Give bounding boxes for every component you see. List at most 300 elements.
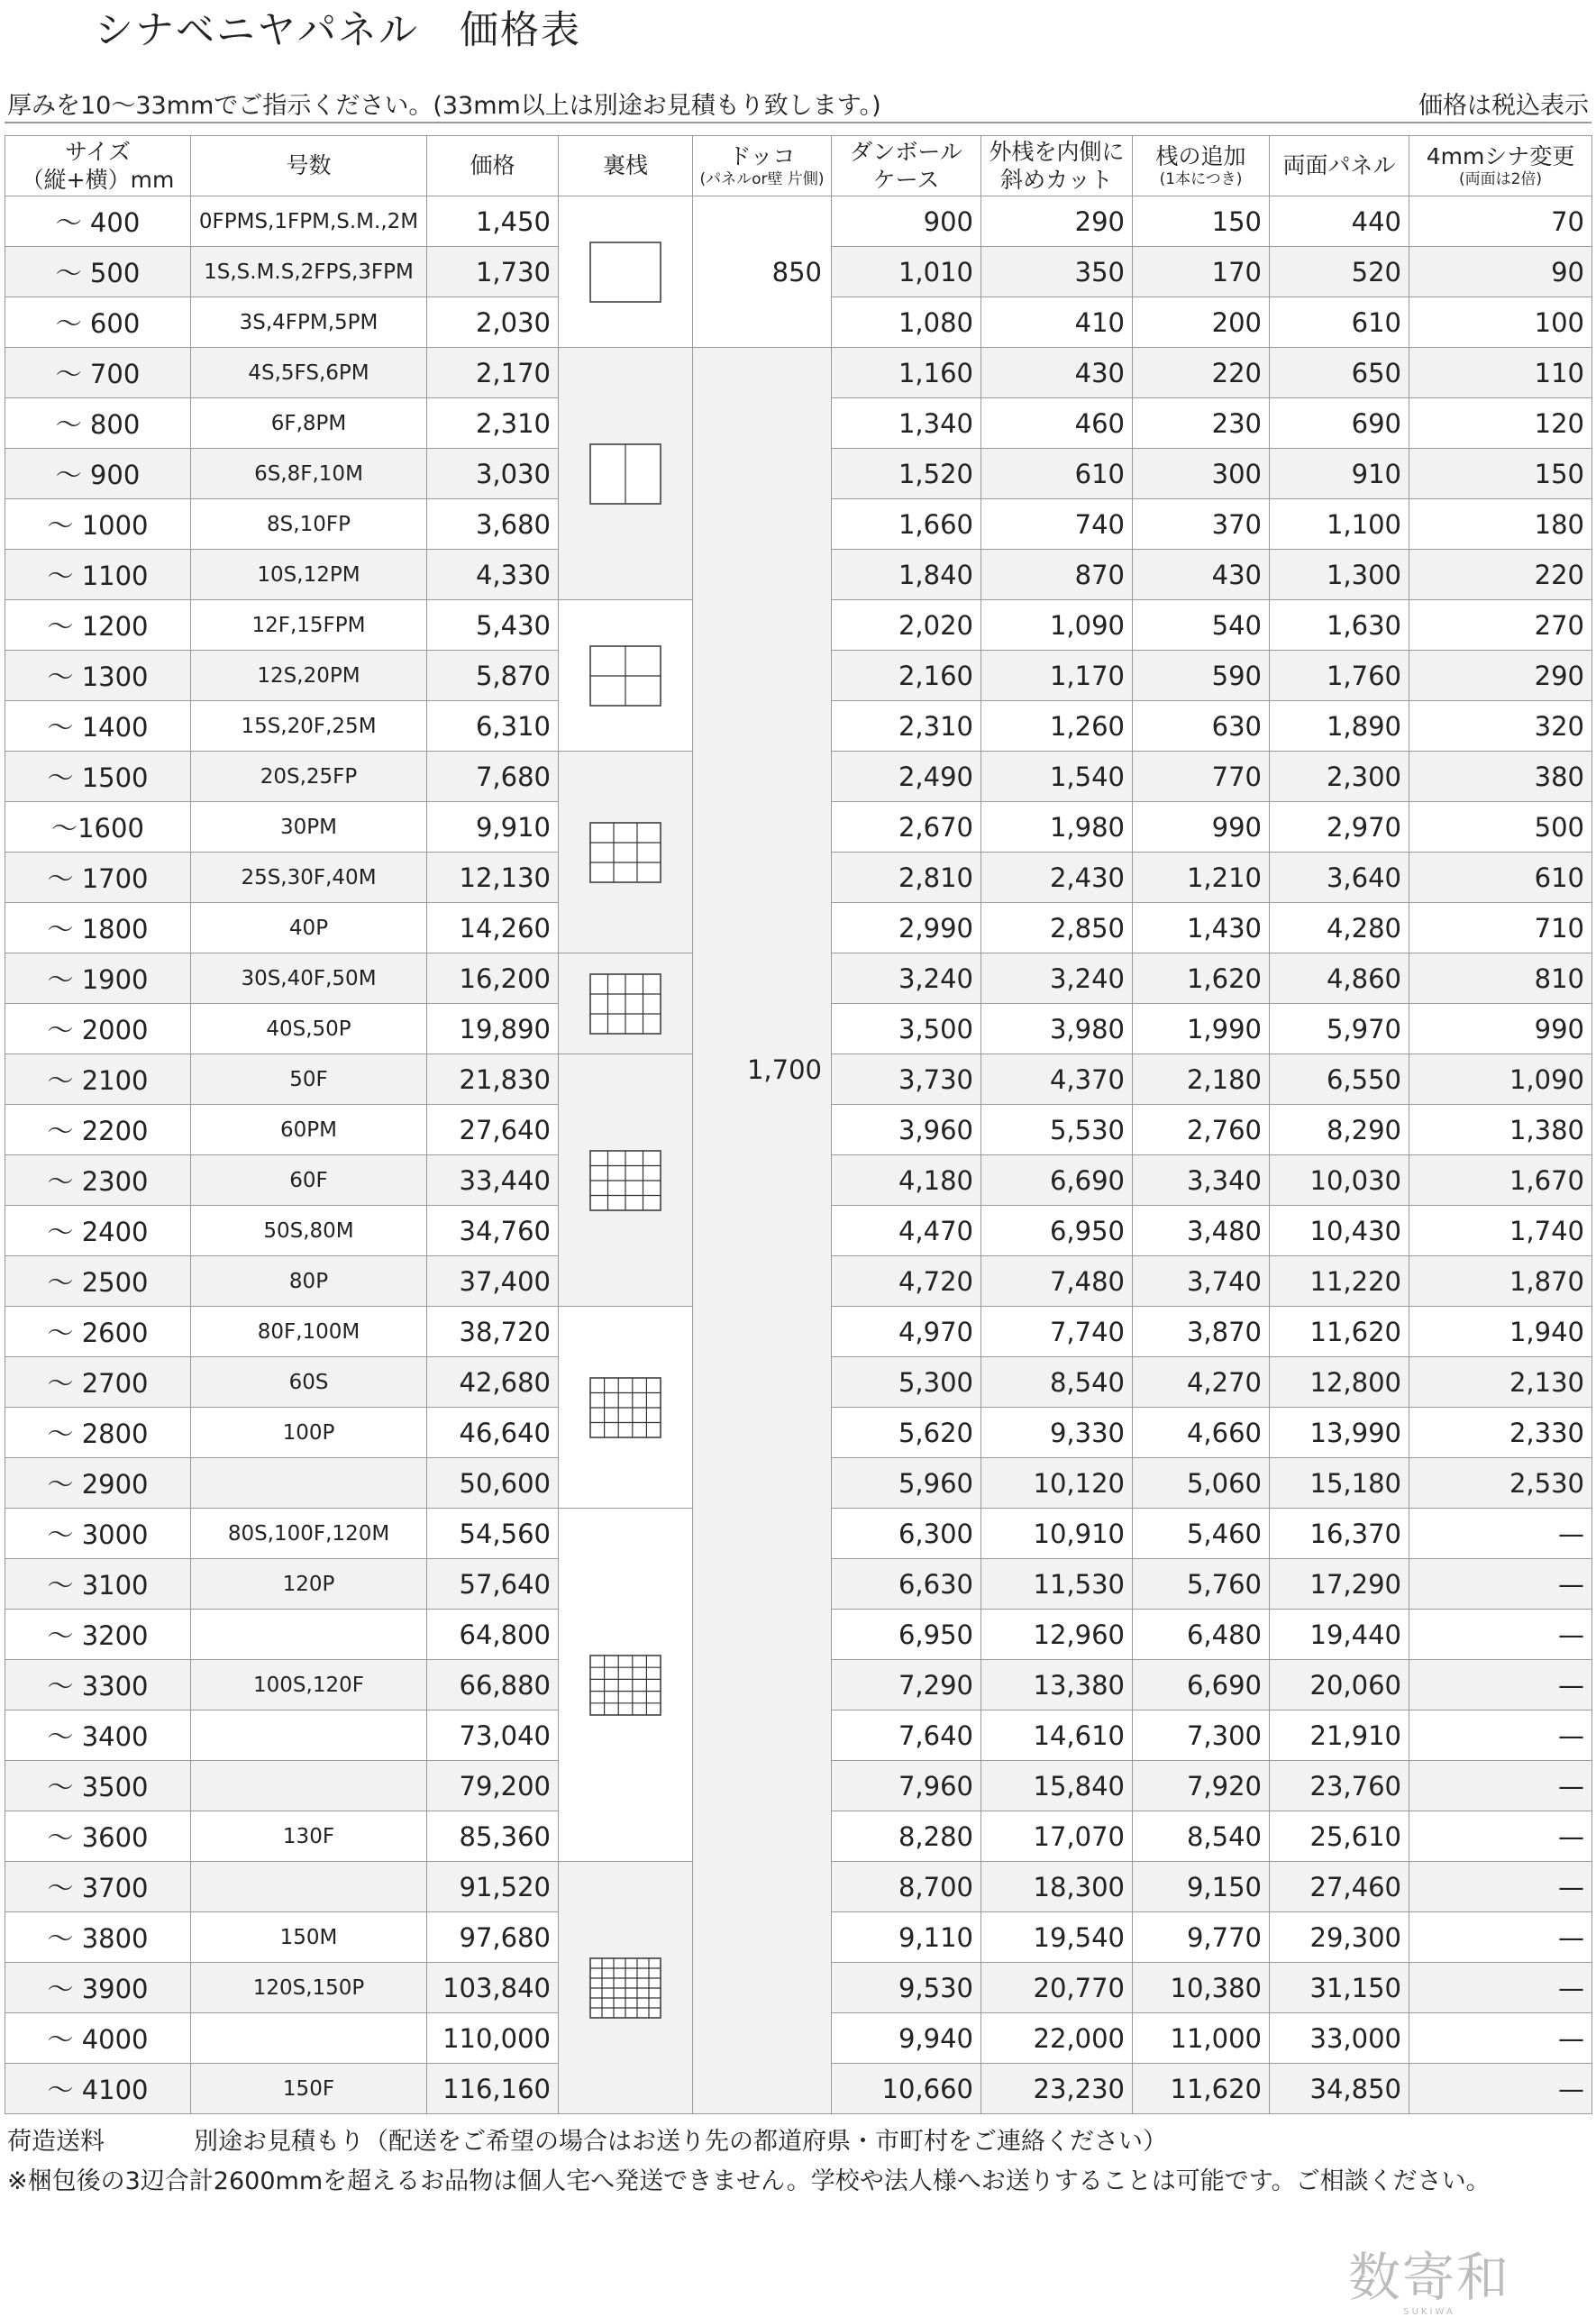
cell-bevel: 350 xyxy=(981,247,1133,297)
cell-size: 〜 2000 xyxy=(5,1004,191,1054)
cell-bevel: 23,230 xyxy=(981,2064,1133,2114)
cell-bevel: 14,610 xyxy=(981,1710,1133,1761)
frame-2x2-icon xyxy=(559,600,693,752)
cell-size: 〜 3000 xyxy=(5,1509,191,1559)
header-bevel: 外桟を内側に 斜めカット xyxy=(981,136,1133,196)
cell-model xyxy=(191,1862,427,1912)
price-table xyxy=(5,135,1592,2114)
cell-model: 20S,25FP xyxy=(191,752,427,802)
cell-add: 6,690 xyxy=(1133,1660,1270,1710)
cell-size: 〜 900 xyxy=(5,449,191,499)
cell-double: 3,640 xyxy=(1270,853,1409,903)
cell-shina: 500 xyxy=(1409,802,1592,853)
cell-price: 27,640 xyxy=(427,1105,559,1155)
header-dokko: ドッコ (パネルor壁 片側) xyxy=(693,136,832,196)
cell-price: 91,520 xyxy=(427,1862,559,1912)
cell-box: 4,180 xyxy=(832,1155,981,1206)
header-model: 号数 xyxy=(191,136,427,196)
cell-price: 42,680 xyxy=(427,1357,559,1408)
cell-bevel: 7,740 xyxy=(981,1307,1133,1357)
logo-sub: SUKIWA xyxy=(1403,2307,1455,2317)
header-double: 両面パネル xyxy=(1270,136,1409,196)
cell-size: 〜 1500 xyxy=(5,752,191,802)
frame-5x4-icon xyxy=(559,1307,693,1509)
cell-price: 21,830 xyxy=(427,1054,559,1105)
cell-bevel: 2,850 xyxy=(981,903,1133,953)
cell-bevel: 13,380 xyxy=(981,1660,1133,1710)
cell-box: 9,110 xyxy=(832,1912,981,1963)
cell-box: 2,160 xyxy=(832,651,981,701)
cell-double: 1,300 xyxy=(1270,550,1409,600)
cell-box: 1,160 xyxy=(832,348,981,398)
cell-add: 5,460 xyxy=(1133,1509,1270,1559)
cell-bevel: 740 xyxy=(981,499,1133,550)
cell-shina: 220 xyxy=(1409,550,1592,600)
cell-bevel: 17,070 xyxy=(981,1811,1133,1862)
cell-shina: — xyxy=(1409,1761,1592,1811)
cell-shina: 70 xyxy=(1409,196,1592,247)
cell-price: 16,200 xyxy=(427,953,559,1004)
cell-box: 4,720 xyxy=(832,1256,981,1307)
cell-model: 12S,20PM xyxy=(191,651,427,701)
cell-box: 3,960 xyxy=(832,1105,981,1155)
cell-bevel: 1,540 xyxy=(981,752,1133,802)
cell-model xyxy=(191,1761,427,1811)
cell-add: 8,540 xyxy=(1133,1811,1270,1862)
cell-dokko: 1,700 xyxy=(693,348,832,2114)
cell-bevel: 1,090 xyxy=(981,600,1133,651)
cell-box: 6,630 xyxy=(832,1559,981,1610)
cell-box: 1,080 xyxy=(832,297,981,348)
cell-box: 10,660 xyxy=(832,2064,981,2114)
cell-model: 3S,4FPM,5PM xyxy=(191,297,427,348)
cell-add: 3,740 xyxy=(1133,1256,1270,1307)
cell-box: 6,300 xyxy=(832,1509,981,1559)
cell-bevel: 6,950 xyxy=(981,1206,1133,1256)
cell-size: 〜 2700 xyxy=(5,1357,191,1408)
cell-box: 7,640 xyxy=(832,1710,981,1761)
cell-size: 〜 4000 xyxy=(5,2013,191,2064)
cell-bevel: 22,000 xyxy=(981,2013,1133,2064)
cell-box: 2,670 xyxy=(832,802,981,853)
cell-shina: 180 xyxy=(1409,499,1592,550)
cell-size: 〜 3800 xyxy=(5,1912,191,1963)
cell-box: 9,530 xyxy=(832,1963,981,2013)
header-crosspiece: 裏桟 xyxy=(559,136,693,196)
cell-bevel: 1,170 xyxy=(981,651,1133,701)
cell-double: 15,180 xyxy=(1270,1458,1409,1509)
cell-model: 100P xyxy=(191,1408,427,1458)
cell-box: 4,970 xyxy=(832,1307,981,1357)
cell-price: 54,560 xyxy=(427,1509,559,1559)
cell-double: 29,300 xyxy=(1270,1912,1409,1963)
cell-model: 130F xyxy=(191,1811,427,1862)
cell-add: 4,270 xyxy=(1133,1357,1270,1408)
cell-model: 12F,15FPM xyxy=(191,600,427,651)
cell-size: 〜 600 xyxy=(5,297,191,348)
cell-price: 3,030 xyxy=(427,449,559,499)
cell-bevel: 19,540 xyxy=(981,1912,1133,1963)
cell-model: 30PM xyxy=(191,802,427,853)
cell-price: 38,720 xyxy=(427,1307,559,1357)
cell-model: 4S,5FS,6PM xyxy=(191,348,427,398)
cell-bevel: 870 xyxy=(981,550,1133,600)
cell-size: 〜 2600 xyxy=(5,1307,191,1357)
cell-price: 66,880 xyxy=(427,1660,559,1710)
cell-bevel: 5,530 xyxy=(981,1105,1133,1155)
cell-bevel: 610 xyxy=(981,449,1133,499)
cell-model: 15S,20F,25M xyxy=(191,701,427,752)
cell-box: 3,500 xyxy=(832,1004,981,1054)
cell-price: 46,640 xyxy=(427,1408,559,1458)
cell-add: 230 xyxy=(1133,398,1270,449)
cell-shina: 290 xyxy=(1409,651,1592,701)
cell-add: 150 xyxy=(1133,196,1270,247)
cell-shina: 90 xyxy=(1409,247,1592,297)
cell-double: 1,100 xyxy=(1270,499,1409,550)
cell-price: 33,440 xyxy=(427,1155,559,1206)
cell-double: 11,220 xyxy=(1270,1256,1409,1307)
cell-price: 110,000 xyxy=(427,2013,559,2064)
cell-model xyxy=(191,1710,427,1761)
cell-box: 2,020 xyxy=(832,600,981,651)
cell-shina: 320 xyxy=(1409,701,1592,752)
cell-bevel: 15,840 xyxy=(981,1761,1133,1811)
cell-size: 〜 3700 xyxy=(5,1862,191,1912)
cell-double: 12,800 xyxy=(1270,1357,1409,1408)
cell-model: 8S,10FP xyxy=(191,499,427,550)
cell-bevel: 1,260 xyxy=(981,701,1133,752)
shipping-note xyxy=(7,2121,1167,2157)
thickness-note: 厚みを10〜33mmでご指示ください。(33mm以上は別途お見積もり致します。) xyxy=(7,92,881,120)
cell-size: 〜 4100 xyxy=(5,2064,191,2114)
cell-add: 2,180 xyxy=(1133,1054,1270,1105)
tax-note: 価格は税込表示 xyxy=(1418,92,1589,120)
cell-double: 23,760 xyxy=(1270,1761,1409,1811)
cell-bevel: 12,960 xyxy=(981,1610,1133,1660)
cell-add: 5,760 xyxy=(1133,1559,1270,1610)
cell-size: 〜 500 xyxy=(5,247,191,297)
cell-model: 50F xyxy=(191,1054,427,1105)
cell-model: 80P xyxy=(191,1256,427,1307)
header-box: ダンボール ケース xyxy=(832,136,981,196)
cell-price: 103,840 xyxy=(427,1963,559,2013)
cell-add: 11,000 xyxy=(1133,2013,1270,2064)
cell-shina: — xyxy=(1409,1710,1592,1761)
cell-bevel: 290 xyxy=(981,196,1133,247)
cell-model: 100S,120F xyxy=(191,1660,427,1710)
cell-model: 1S,S.M.S,2FPS,3FPM xyxy=(191,247,427,297)
cell-double: 1,760 xyxy=(1270,651,1409,701)
cell-add: 6,480 xyxy=(1133,1610,1270,1660)
cell-box: 1,660 xyxy=(832,499,981,550)
cell-price: 2,030 xyxy=(427,297,559,348)
cell-shina: — xyxy=(1409,1660,1592,1710)
cell-size: 〜 3200 xyxy=(5,1610,191,1660)
cell-add: 2,760 xyxy=(1133,1105,1270,1155)
cell-double: 2,300 xyxy=(1270,752,1409,802)
cell-shina: 810 xyxy=(1409,953,1592,1004)
frame-2col-icon xyxy=(559,348,693,600)
cell-model: 60S xyxy=(191,1357,427,1408)
cell-bevel: 4,370 xyxy=(981,1054,1133,1105)
shipping-text: 別途お見積もり（配送をご希望の場合はお送り先の都道府県・市町村をご連絡ください） xyxy=(194,2128,1167,2156)
cell-price: 3,680 xyxy=(427,499,559,550)
cell-shina: 120 xyxy=(1409,398,1592,449)
cell-model xyxy=(191,2013,427,2064)
cell-size: 〜 1400 xyxy=(5,701,191,752)
cell-double: 650 xyxy=(1270,348,1409,398)
cell-box: 3,730 xyxy=(832,1054,981,1105)
cell-double: 27,460 xyxy=(1270,1862,1409,1912)
cell-shina: 270 xyxy=(1409,600,1592,651)
cell-size: 〜 1000 xyxy=(5,499,191,550)
sukiwa-logo xyxy=(1348,2235,1510,2317)
cell-size: 〜 3500 xyxy=(5,1761,191,1811)
cell-size: 〜 1200 xyxy=(5,600,191,651)
cell-price: 97,680 xyxy=(427,1912,559,1963)
cell-add: 170 xyxy=(1133,247,1270,297)
frame-3x3-icon xyxy=(559,752,693,953)
cell-box: 2,310 xyxy=(832,701,981,752)
cell-add: 1,620 xyxy=(1133,953,1270,1004)
cell-shina: — xyxy=(1409,1963,1592,2013)
cell-box: 1,840 xyxy=(832,550,981,600)
cell-box: 2,810 xyxy=(832,853,981,903)
header-shina: 4mmシナ変更 (両面は2倍) xyxy=(1409,136,1592,196)
cell-model: 150F xyxy=(191,2064,427,2114)
cell-add: 300 xyxy=(1133,449,1270,499)
cell-bevel: 6,690 xyxy=(981,1155,1133,1206)
cell-size: 〜 1900 xyxy=(5,953,191,1004)
cell-shina: 990 xyxy=(1409,1004,1592,1054)
cell-add: 1,430 xyxy=(1133,903,1270,953)
cell-size: 〜 1300 xyxy=(5,651,191,701)
divider xyxy=(5,122,1591,123)
cell-price: 14,260 xyxy=(427,903,559,953)
cell-add: 7,300 xyxy=(1133,1710,1270,1761)
cell-double: 16,370 xyxy=(1270,1509,1409,1559)
cell-double: 1,890 xyxy=(1270,701,1409,752)
frame-6x6-icon xyxy=(559,1862,693,2114)
cell-bevel: 3,980 xyxy=(981,1004,1133,1054)
cell-dokko: 850 xyxy=(693,196,832,348)
cell-price: 50,600 xyxy=(427,1458,559,1509)
cell-price: 1,450 xyxy=(427,196,559,247)
cell-model xyxy=(191,1458,427,1509)
frame-4x4-icon xyxy=(559,1054,693,1307)
cell-bevel: 20,770 xyxy=(981,1963,1133,2013)
cell-size: 〜 2400 xyxy=(5,1206,191,1256)
cell-model: 150M xyxy=(191,1912,427,1963)
cell-add: 990 xyxy=(1133,802,1270,853)
cell-shina: 1,870 xyxy=(1409,1256,1592,1307)
cell-shina: — xyxy=(1409,1509,1592,1559)
cell-model: 40S,50P xyxy=(191,1004,427,1054)
cell-size: 〜 800 xyxy=(5,398,191,449)
cell-add: 11,620 xyxy=(1133,2064,1270,2114)
cell-model: 30S,40F,50M xyxy=(191,953,427,1004)
header-size: サイズ （縦+横）mm xyxy=(5,136,191,196)
cell-box: 4,470 xyxy=(832,1206,981,1256)
cell-box: 9,940 xyxy=(832,2013,981,2064)
cell-model: 6F,8PM xyxy=(191,398,427,449)
cell-price: 5,870 xyxy=(427,651,559,701)
cell-size: 〜 2900 xyxy=(5,1458,191,1509)
cell-size: 〜 1700 xyxy=(5,853,191,903)
cell-add: 9,770 xyxy=(1133,1912,1270,1963)
cell-double: 4,860 xyxy=(1270,953,1409,1004)
cell-size: 〜1600 xyxy=(5,802,191,853)
cell-bevel: 7,480 xyxy=(981,1256,1133,1307)
cell-add: 3,480 xyxy=(1133,1206,1270,1256)
cell-shina: 100 xyxy=(1409,297,1592,348)
table-row xyxy=(5,348,1592,398)
cell-double: 10,430 xyxy=(1270,1206,1409,1256)
cell-price: 79,200 xyxy=(427,1761,559,1811)
cell-box: 5,960 xyxy=(832,1458,981,1509)
cell-shina: 2,330 xyxy=(1409,1408,1592,1458)
cell-shina: — xyxy=(1409,1811,1592,1862)
cell-double: 10,030 xyxy=(1270,1155,1409,1206)
cell-bevel: 11,530 xyxy=(981,1559,1133,1610)
cell-add: 430 xyxy=(1133,550,1270,600)
cell-double: 910 xyxy=(1270,449,1409,499)
cell-box: 7,960 xyxy=(832,1761,981,1811)
cell-box: 900 xyxy=(832,196,981,247)
cell-bevel: 410 xyxy=(981,297,1133,348)
cell-bevel: 3,240 xyxy=(981,953,1133,1004)
cell-double: 6,550 xyxy=(1270,1054,1409,1105)
cell-price: 1,730 xyxy=(427,247,559,297)
cell-add: 200 xyxy=(1133,297,1270,348)
cell-price: 5,430 xyxy=(427,600,559,651)
header-add: 桟の追加 (1本につき) xyxy=(1133,136,1270,196)
cell-box: 2,490 xyxy=(832,752,981,802)
frame-1x1-icon xyxy=(559,196,693,348)
cell-add: 220 xyxy=(1133,348,1270,398)
cell-size: 〜 2200 xyxy=(5,1105,191,1155)
cell-size: 〜 700 xyxy=(5,348,191,398)
cell-double: 4,280 xyxy=(1270,903,1409,953)
cell-price: 64,800 xyxy=(427,1610,559,1660)
cell-double: 33,000 xyxy=(1270,2013,1409,2064)
cell-price: 2,310 xyxy=(427,398,559,449)
cell-price: 19,890 xyxy=(427,1004,559,1054)
cell-double: 19,440 xyxy=(1270,1610,1409,1660)
cell-model: 0FPMS,1FPM,S.M.,2M xyxy=(191,196,427,247)
cell-model: 50S,80M xyxy=(191,1206,427,1256)
cell-shina: 710 xyxy=(1409,903,1592,953)
cell-bevel: 10,120 xyxy=(981,1458,1133,1509)
cell-size: 〜 2500 xyxy=(5,1256,191,1307)
cell-size: 〜 1800 xyxy=(5,903,191,953)
cell-model: 10S,12PM xyxy=(191,550,427,600)
cell-model: 40P xyxy=(191,903,427,953)
cell-price: 6,310 xyxy=(427,701,559,752)
cell-add: 370 xyxy=(1133,499,1270,550)
cell-box: 5,620 xyxy=(832,1408,981,1458)
cell-double: 11,620 xyxy=(1270,1307,1409,1357)
cell-size: 〜 3100 xyxy=(5,1559,191,1610)
cell-price: 9,910 xyxy=(427,802,559,853)
cell-add: 1,990 xyxy=(1133,1004,1270,1054)
cell-shina: — xyxy=(1409,1559,1592,1610)
cell-double: 5,970 xyxy=(1270,1004,1409,1054)
table-row xyxy=(5,196,1592,247)
cell-price: 34,760 xyxy=(427,1206,559,1256)
cell-double: 20,060 xyxy=(1270,1660,1409,1710)
cell-double: 13,990 xyxy=(1270,1408,1409,1458)
cell-add: 3,870 xyxy=(1133,1307,1270,1357)
cell-price: 116,160 xyxy=(427,2064,559,2114)
cell-size: 〜 3900 xyxy=(5,1963,191,2013)
cell-shina: 1,380 xyxy=(1409,1105,1592,1155)
cell-add: 590 xyxy=(1133,651,1270,701)
cell-bevel: 10,910 xyxy=(981,1509,1133,1559)
cell-shina: — xyxy=(1409,2013,1592,2064)
cell-add: 10,380 xyxy=(1133,1963,1270,2013)
cell-model: 6S,8F,10M xyxy=(191,449,427,499)
cell-double: 440 xyxy=(1270,196,1409,247)
cell-model xyxy=(191,1610,427,1660)
cell-double: 1,630 xyxy=(1270,600,1409,651)
cell-model: 60PM xyxy=(191,1105,427,1155)
cell-model: 80F,100M xyxy=(191,1307,427,1357)
cell-size: 〜 400 xyxy=(5,196,191,247)
cell-size: 〜 2300 xyxy=(5,1155,191,1206)
cell-model: 120P xyxy=(191,1559,427,1610)
cell-add: 770 xyxy=(1133,752,1270,802)
cell-price: 2,170 xyxy=(427,348,559,398)
cell-add: 9,150 xyxy=(1133,1862,1270,1912)
cell-double: 31,150 xyxy=(1270,1963,1409,2013)
cell-size: 〜 2100 xyxy=(5,1054,191,1105)
header-row xyxy=(5,136,1592,196)
cell-model: 120S,150P xyxy=(191,1963,427,2013)
cell-price: 4,330 xyxy=(427,550,559,600)
cell-model: 25S,30F,40M xyxy=(191,853,427,903)
cell-add: 540 xyxy=(1133,600,1270,651)
cell-shina: 380 xyxy=(1409,752,1592,802)
cell-shina: — xyxy=(1409,1610,1592,1660)
cell-box: 3,240 xyxy=(832,953,981,1004)
cell-bevel: 9,330 xyxy=(981,1408,1133,1458)
cell-box: 8,280 xyxy=(832,1811,981,1862)
cell-double: 34,850 xyxy=(1270,2064,1409,2114)
cell-size: 〜 3300 xyxy=(5,1660,191,1710)
cell-add: 630 xyxy=(1133,701,1270,752)
cell-model: 60F xyxy=(191,1155,427,1206)
cell-bevel: 2,430 xyxy=(981,853,1133,903)
cell-price: 7,680 xyxy=(427,752,559,802)
cell-bevel: 8,540 xyxy=(981,1357,1133,1408)
cell-shina: — xyxy=(1409,1862,1592,1912)
cell-shina: 1,670 xyxy=(1409,1155,1592,1206)
cell-double: 25,610 xyxy=(1270,1811,1409,1862)
cell-box: 1,010 xyxy=(832,247,981,297)
cell-size: 〜 3600 xyxy=(5,1811,191,1862)
cell-double: 2,970 xyxy=(1270,802,1409,853)
cell-size: 〜 1100 xyxy=(5,550,191,600)
cell-add: 3,340 xyxy=(1133,1155,1270,1206)
cell-box: 6,950 xyxy=(832,1610,981,1660)
cell-box: 1,520 xyxy=(832,449,981,499)
cell-add: 1,210 xyxy=(1133,853,1270,903)
cell-bevel: 1,980 xyxy=(981,802,1133,853)
cell-double: 610 xyxy=(1270,297,1409,348)
cell-size: 〜 3400 xyxy=(5,1710,191,1761)
